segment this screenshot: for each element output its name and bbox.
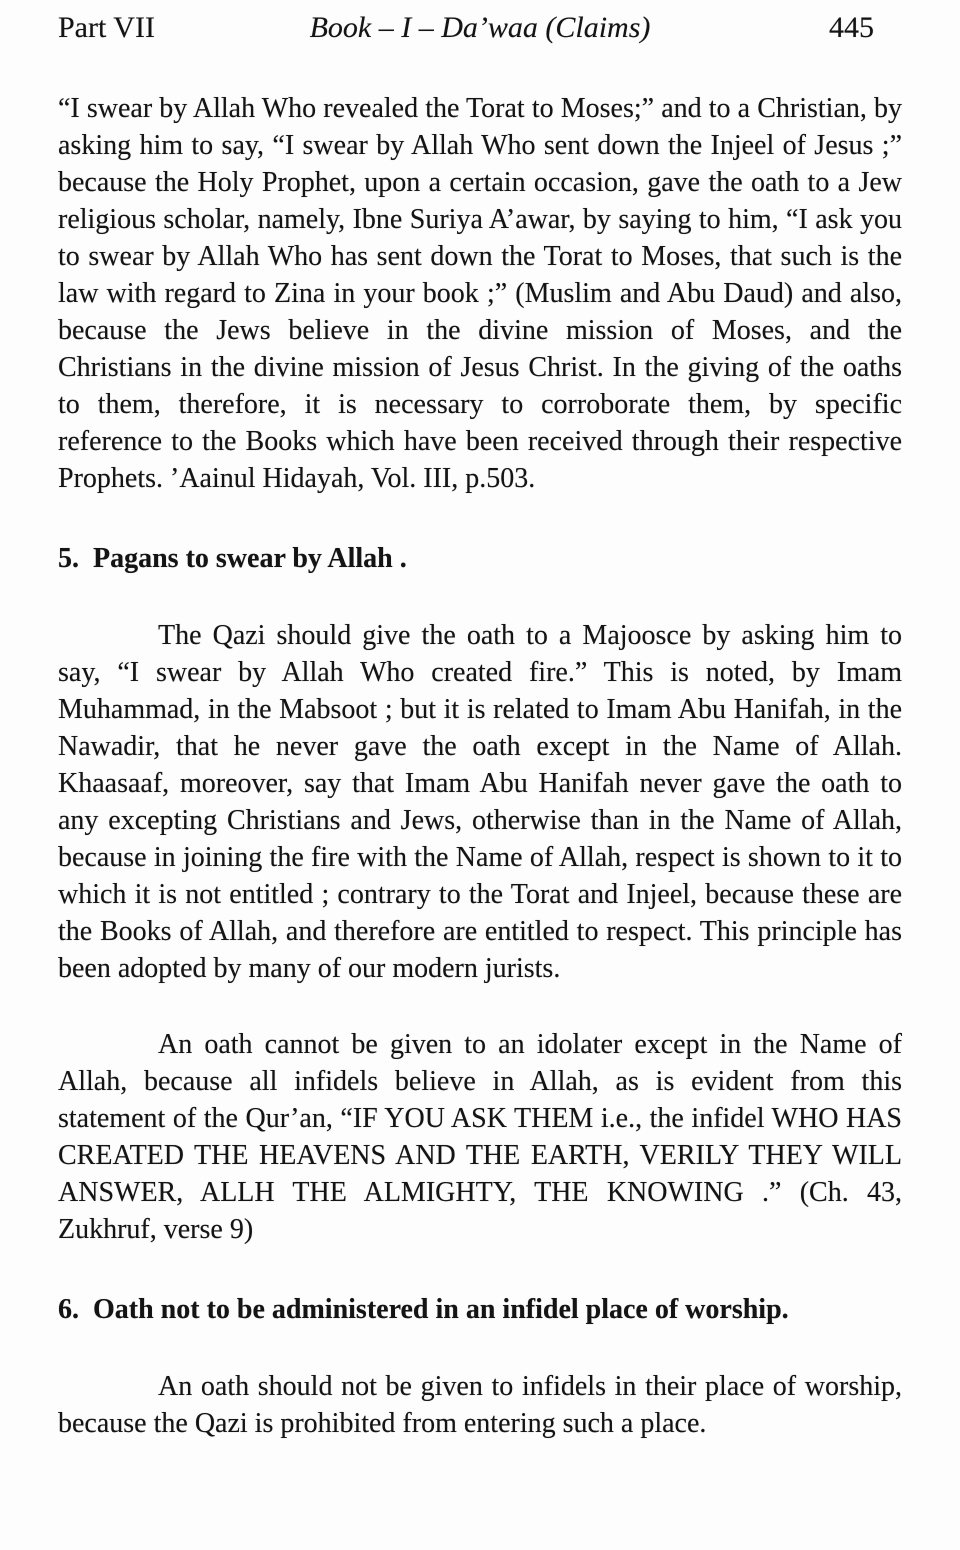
paragraph-pagans-oath: The Qazi should give the oath to a Majoosce by asking him to say, “I swear by Allah Who created fire.” This is noted, by Imam Muhammad, in the Mabsoot ; but it is related to Imam Abu Hanifah, in the Nawadir, that he never gave the oath except in the Name of Allah. Khaasaaf, moreover, say that Imam Abu Hanifah never gave the oath to any excepting Christians and Jews, otherwise than in the Name of Allah, because in joining the fire with the Name of Allah, respect is shown to it to which it is not entitled ; contrary to the Torat and Injeel, because these are the Books of Allah, and therefore are entitled to respect. This principle has been adopted by many of our modern jurists. [58, 620, 902, 984]
section-heading-5 [58, 541, 902, 577]
paragraph-place-of-worship: An oath should not be given to infidels in their place of worship, because the Qazi is prohibited from entering such a place. [58, 1371, 902, 1439]
section-title: Oath not to be administered in an infidel place of worship. [93, 1294, 789, 1325]
page-header [58, 10, 902, 46]
section-number: 5. [58, 543, 79, 574]
section-number: 6. [58, 1294, 79, 1325]
book-title: Book – I – Da’waa (Claims) [309, 11, 651, 44]
section-heading-6 [58, 1292, 902, 1328]
page-body [58, 90, 902, 1442]
part-label: Part VII [58, 11, 155, 44]
section-title: Pagans to swear by Allah . [93, 543, 407, 574]
paragraph-idolater-oath: An oath cannot be given to an idolater except in the Name of Allah, because all infidels believe in Allah, as is evident from this statement of the Qur’an, “IF YOU ASK THEM i.e., the infidel WHO HAS CREATED THE HEAVENS AND THE EARTH, VERILY THEY WILL ANSWER, ALLH THE ALMIGHTY, THE KNOWING .” (Ch. 43, Zukhruf, verse 9) [58, 1029, 902, 1245]
paragraph-oath-people-of-book: “I swear by Allah Who revealed the Torat to Moses;” and to a Christian, by asking him to say, “I swear by Allah Who sent down the Injeel of Jesus ;” because the Holy Prophet, upon a certain occasion, gave the oath to a Jew religious scholar, namely, Ibne Suriya A’awar, by saying to him, “I ask you to swear by Allah Who has sent down the Torat to Moses, that such is the law with regard to Zina in your book ;” (Muslim and Abu Daud) and also, because the Jews believe in the divine mission of Moses, and the Christians in the divine mission of Jesus Christ. In the giving of the oaths to them, therefore, it is necessary to corroborate them, by specific reference to the Books which have been received through their respective Prophets. ’Aainul Hidayah, Vol. III, p.503. [58, 93, 902, 494]
page-number: 445 [829, 11, 874, 44]
